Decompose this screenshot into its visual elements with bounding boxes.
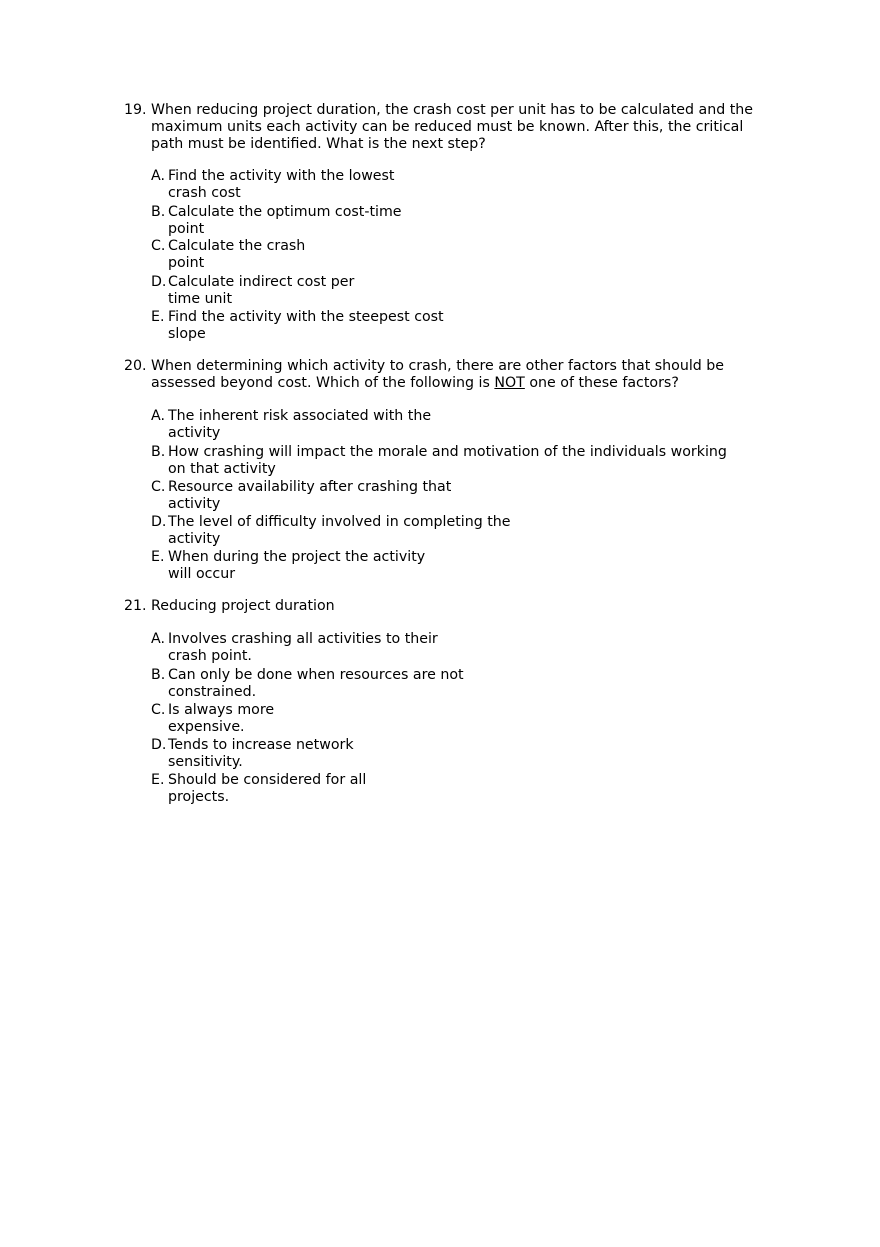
question-text: When reducing project duration, the crash cost per unit has to be calculated and the maximum units each activity can be reduced must be known. After this, the critical path must be identified. What is the next step? — [151, 102, 753, 152]
option-letter: D. — [151, 514, 167, 530]
option-text: The level of difficulty involved in completing the activity — [168, 514, 511, 547]
option-text: Tends to increase network sensitivity. — [168, 737, 354, 770]
option-a — [151, 408, 432, 442]
option-e — [151, 549, 426, 583]
option-e — [151, 772, 367, 806]
option-letter: B. — [151, 204, 166, 220]
option-b — [151, 204, 402, 238]
option-letter: A. — [151, 408, 165, 424]
option-d — [151, 737, 354, 771]
question-21 — [124, 598, 774, 615]
option-text: Involves crashing all activities to their crash point. — [168, 631, 438, 664]
option-letter: C. — [151, 479, 166, 495]
question-number: 21. — [124, 598, 147, 614]
option-letter: A. — [151, 631, 165, 647]
option-letter: D. — [151, 274, 167, 290]
option-text: Calculate the crash point — [168, 238, 306, 271]
question-stem — [124, 598, 774, 615]
question-stem — [124, 358, 774, 392]
option-c — [151, 702, 275, 736]
option-c — [151, 479, 452, 513]
emphasis-not: NOT — [494, 375, 525, 391]
option-d — [151, 274, 355, 308]
question-20 — [124, 358, 774, 392]
question-text: When determining which activity to crash, there are other factors that should be assessed beyond cost. Which of the following is NOT one of these factors? — [151, 358, 725, 391]
option-text: Is always more expensive. — [168, 702, 275, 735]
option-text: How crashing will impact the morale and motivation of the individuals working on that activity — [168, 444, 727, 477]
option-c — [151, 238, 306, 272]
option-letter: B. — [151, 667, 166, 683]
option-letter: D. — [151, 737, 167, 753]
option-text: Calculate the optimum cost-time point — [168, 204, 402, 237]
option-letter: E. — [151, 549, 165, 565]
option-b — [151, 667, 464, 701]
option-text: Find the activity with the steepest cost slope — [168, 309, 444, 342]
option-text: Should be considered for all projects. — [168, 772, 367, 805]
option-letter: E. — [151, 772, 165, 788]
option-a — [151, 631, 438, 665]
option-text: The inherent risk associated with the activity — [168, 408, 432, 441]
option-letter: A. — [151, 168, 165, 184]
question-number: 19. — [124, 102, 147, 118]
option-text: Resource availability after crashing that activity — [168, 479, 452, 512]
question-stem — [124, 102, 774, 153]
option-b — [151, 444, 727, 478]
option-text: Find the activity with the lowest crash cost — [168, 168, 395, 201]
question-number: 20. — [124, 358, 147, 374]
option-letter: C. — [151, 702, 166, 718]
option-text: When during the project the activity will occur — [168, 549, 426, 582]
option-text: Calculate indirect cost per time unit — [168, 274, 355, 307]
question-text: Reducing project duration — [151, 598, 335, 614]
option-text: Can only be done when resources are not constrained. — [168, 667, 464, 700]
option-letter: E. — [151, 309, 165, 325]
option-d — [151, 514, 511, 548]
question-19 — [124, 102, 774, 153]
option-e — [151, 309, 444, 343]
option-letter: C. — [151, 238, 166, 254]
option-letter: B. — [151, 444, 166, 460]
option-a — [151, 168, 395, 202]
